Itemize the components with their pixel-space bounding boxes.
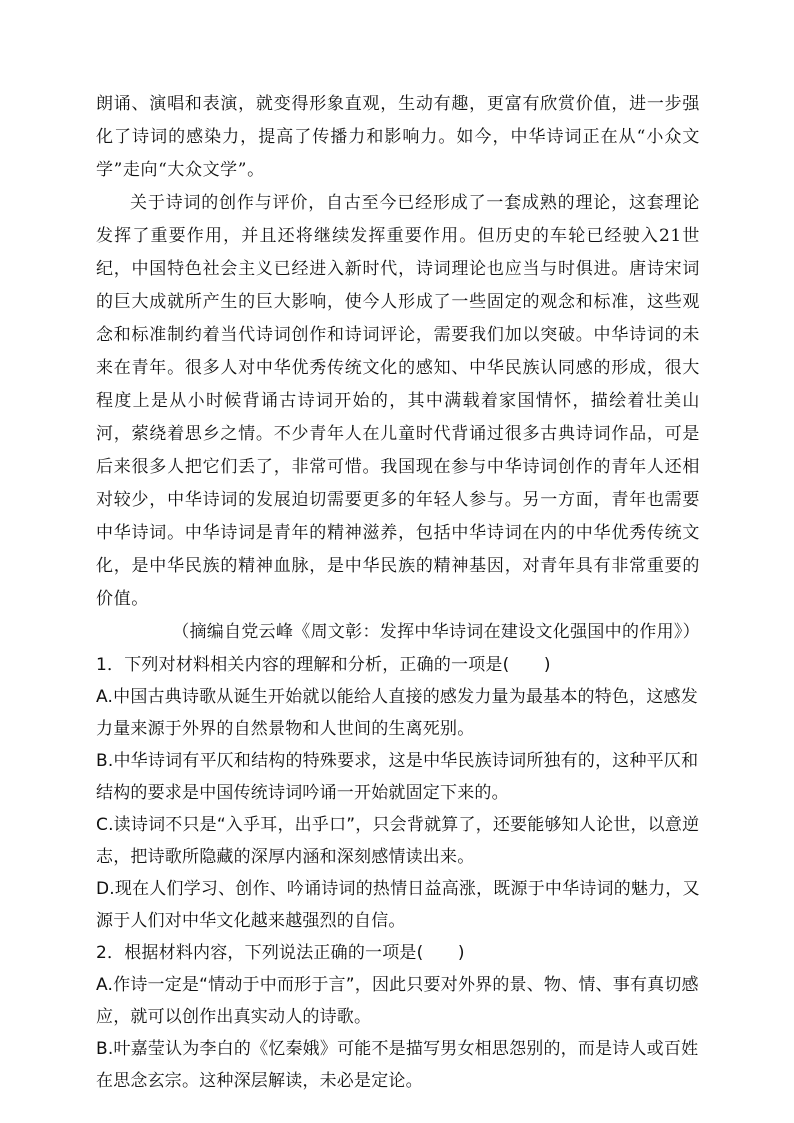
passage-paragraph-2: 关于诗词的创作与评价，自古至今已经形成了一套成熟的理论，这套理论发挥了重要作用，并且还将继续发挥重要作用。但历史的车轮已经驶入21世纪，中国特色社会主义已经进入新时代，诗词理论也应当与时俱进。唐诗宋词的巨大成就所产生的巨大影响，使今人形成了一些固定的观念和标准，这些观念和标准制约着当代诗词创作和诗词评论，需要我们加以突破。中华诗词的未来在青年。很多人对中华优秀传统文化的感知、中华民族认同感的形成，很大程度上是从小时候背诵古诗词开始的，其中满载着家国情怀，描绘着壮美山河，萦绕着思乡之情。不少青年人在儿童时代背诵过很多古典诗词作品，可是后来很多人把它们丢了，非常可惜。我国现在参与中华诗词创作的青年人还相对较少，中华诗词的发展迫切需要更多的年轻人参与。另一方面，青年也需要中华诗词。中华诗词是青年的精神滋养，包括中华诗词在内的中华优秀传统文化，是中华民族的精神血脉，是中华民族的精神基因，对青年具有非常重要的价值。	[96, 193, 700, 609]
question-1-stem: 1．下列对材料相关内容的理解和分析，正确的一项是( )	[96, 655, 551, 675]
passage-source: （摘编自党云峰《周文彰：发挥中华诗词在建设文化强国中的作用》）	[172, 622, 700, 642]
question-1	[96, 649, 700, 937]
question-2-stem: 2．根据材料内容，下列说法正确的一项是( )	[96, 943, 465, 963]
document-page	[96, 88, 700, 1097]
question-1-option-a: A.中国古典诗歌从诞生开始就以能给人直接的感发力量为最基本的特色，这感发力量来源于外界的自然景物和人世间的生离死别。	[96, 687, 698, 739]
question-2-option-a: A.作诗一定是“情动于中而形于言”，因此只要对外界的景、物、情、事有真切感应，就可以创作出真实动人的诗歌。	[96, 975, 699, 1027]
question-1-option-b: B.中华诗词有平仄和结构的特殊要求，这是中华民族诗词所独有的，这种平仄和结构的要求是中国传统诗词吟诵一开始就固定下来的。	[96, 751, 699, 803]
question-1-option-d: D.现在人们学习、创作、吟诵诗词的热情日益高涨，既源于中华诗词的魅力，又源于人们对中华文化越来越强烈的自信。	[96, 879, 700, 931]
passage-paragraph-1-end: 朗诵、演唱和表演，就变得形象直观，生动有趣，更富有欣赏价值，进一步强化了诗词的感染力，提高了传播力和影响力。如今，中华诗词正在从“小众文学”走向“大众文学”。	[96, 94, 700, 180]
question-2	[96, 937, 700, 1097]
question-1-option-c: C.读诗词不只是“入乎耳，出乎口”，只会背就算了，还要能够知人论世，以意逆志，把诗歌所隐藏的深厚内涵和深刻感情读出来。	[96, 815, 700, 867]
question-2-option-b: B.叶嘉莹认为李白的《忆秦娥》可能不是描写男女相思怨别的，而是诗人或百姓在思念玄宗。这种深层解读，未必是定论。	[96, 1039, 699, 1091]
